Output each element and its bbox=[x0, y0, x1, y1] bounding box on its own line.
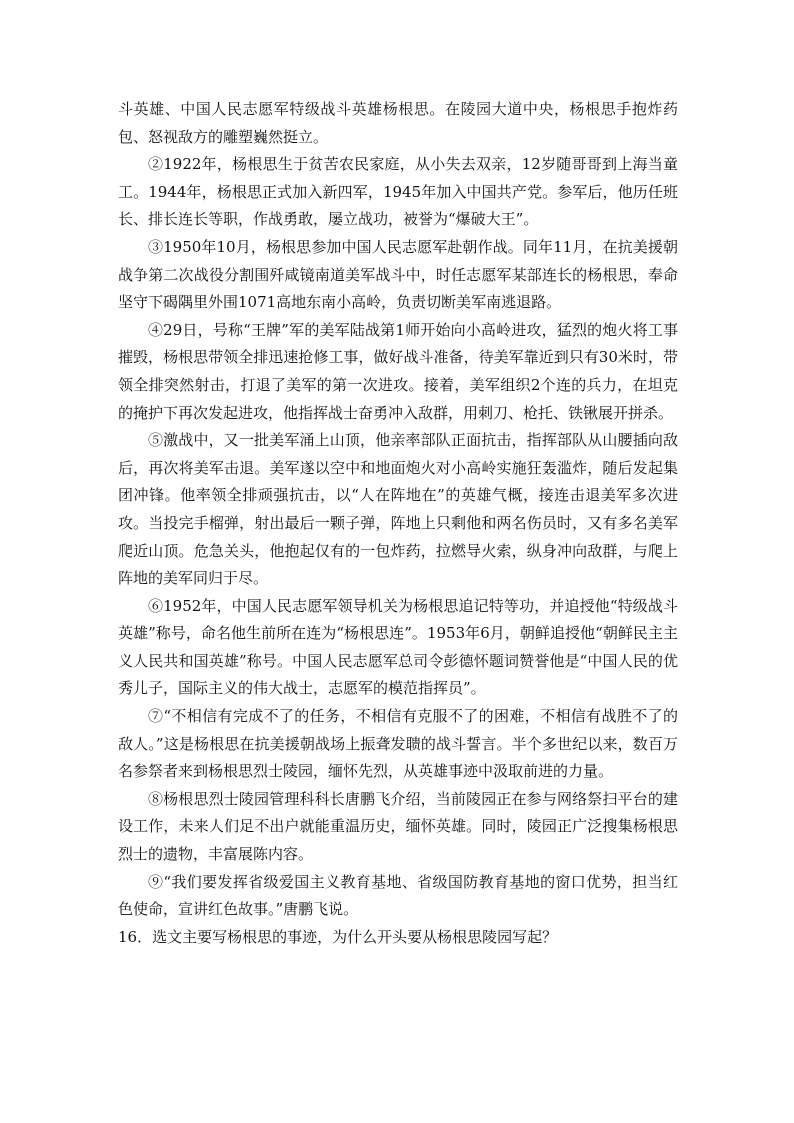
paragraph-1-continued: 斗英雄、中国人民志愿军特级战斗英雄杨根思。在陵园大道中央，杨根思手抱炸药包、怒视敌方的雕塑巍然挺立。 bbox=[118, 100, 678, 146]
question-16: 16．选文主要写杨根思的事迹，为什么开头要从杨根思陵园写起？ bbox=[118, 927, 558, 946]
paragraph-8: ⑧杨根思烈士陵园管理科科长唐鹏飞介绍，当前陵园正在参与网络祭扫平台的建设工作，未来人们足不出户就能重温历史，缅怀英雄。同时，陵园正广泛搜集杨根思烈士的遗物，丰富展陈内容。 bbox=[118, 789, 678, 864]
paragraph-4: ④29日，号称“王牌”军的美军陆战第1师开始向小高岭进攻，猛烈的炮火将工事摧毁，杨根思带领全排迅速抢修工事，做好战斗准备，待美军靠近到只有30米时，带领全排突然射击，打退了美军的第一次进攻。接着，美军组织2个连的兵力，在坦克的掩护下再次发起进攻，他指挥战士奋勇冲入敌群，用刺刀、枪托、铁锹展开拼杀。 bbox=[118, 320, 678, 422]
paragraph-5: ⑤激战中，又一批美军涌上山顶，他亲率部队正面抗击，指挥部队从山腰插向敌后，再次将美军击退。美军遂以空中和地面炮火对小高岭实施狂轰滥炸，随后发起集团冲锋。他率领全排顽强抗击，以“人在阵地在”的英雄气概，接连击退美军多次进攻。当投完手榴弹，射出最后一颗子弹，阵地上只剩他和两名伤员时，又有多名美军爬近山顶。危急关头，他抱起仅有的一包炸药，拉燃导火索，纵身冲向敌群，与爬上阵地的美军同归于尽。 bbox=[118, 431, 678, 588]
paragraph-7: ⑦“不相信有完成不了的任务，不相信有克服不了的困难，不相信有战胜不了的敌人。”这是杨根思在抗美援朝战场上振聋发聩的战斗誓言。半个多世纪以来，数百万名参祭者来到杨根思烈士陵园，缅怀先烈，从英雄事迹中汲取前进的力量。 bbox=[118, 707, 678, 781]
paragraph-2: ②1922年，杨根思生于贫苦农民家庭，从小失去双亲，12岁随哥哥到上海当童工。1944年，杨根思正式加入新四军，1945年加入中国共产党。参军后，他历任班长、排长连长等职，作战勇敢，屡立战功，被誉为“爆破大王”。 bbox=[118, 155, 678, 229]
document-body bbox=[118, 96, 678, 951]
paragraph-6: ⑥1952年，中国人民志愿军领导机关为杨根思追记特等功，并追授他“特级战斗英雄”称号，命名他生前所在连为“杨根思连”。1953年6月，朝鲜追授他“朝鲜民主主义人民共和国英雄”称号。中国人民志愿军总司令彭德怀题词赞誉他是“中国人民的优秀儿子，国际主义的伟大战士，志愿军的模范指挥员”。 bbox=[118, 596, 678, 698]
paragraph-9: ⑨“我们要发挥省级爱国主义教育基地、省级国防教育基地的窗口优势，担当红色使命，宣讲红色故事。”唐鹏飞说。 bbox=[118, 872, 678, 919]
paragraph-3: ③1950年10月，杨根思参加中国人民志愿军赴朝作战。同年11月，在抗美援朝战争第二次战役分割围歼咸镜南道美军战斗中，时任志愿军某部连长的杨根思，奉命坚守下碣隅里外围1071高地东南小高岭，负责切断美军南逃退路。 bbox=[118, 237, 678, 312]
